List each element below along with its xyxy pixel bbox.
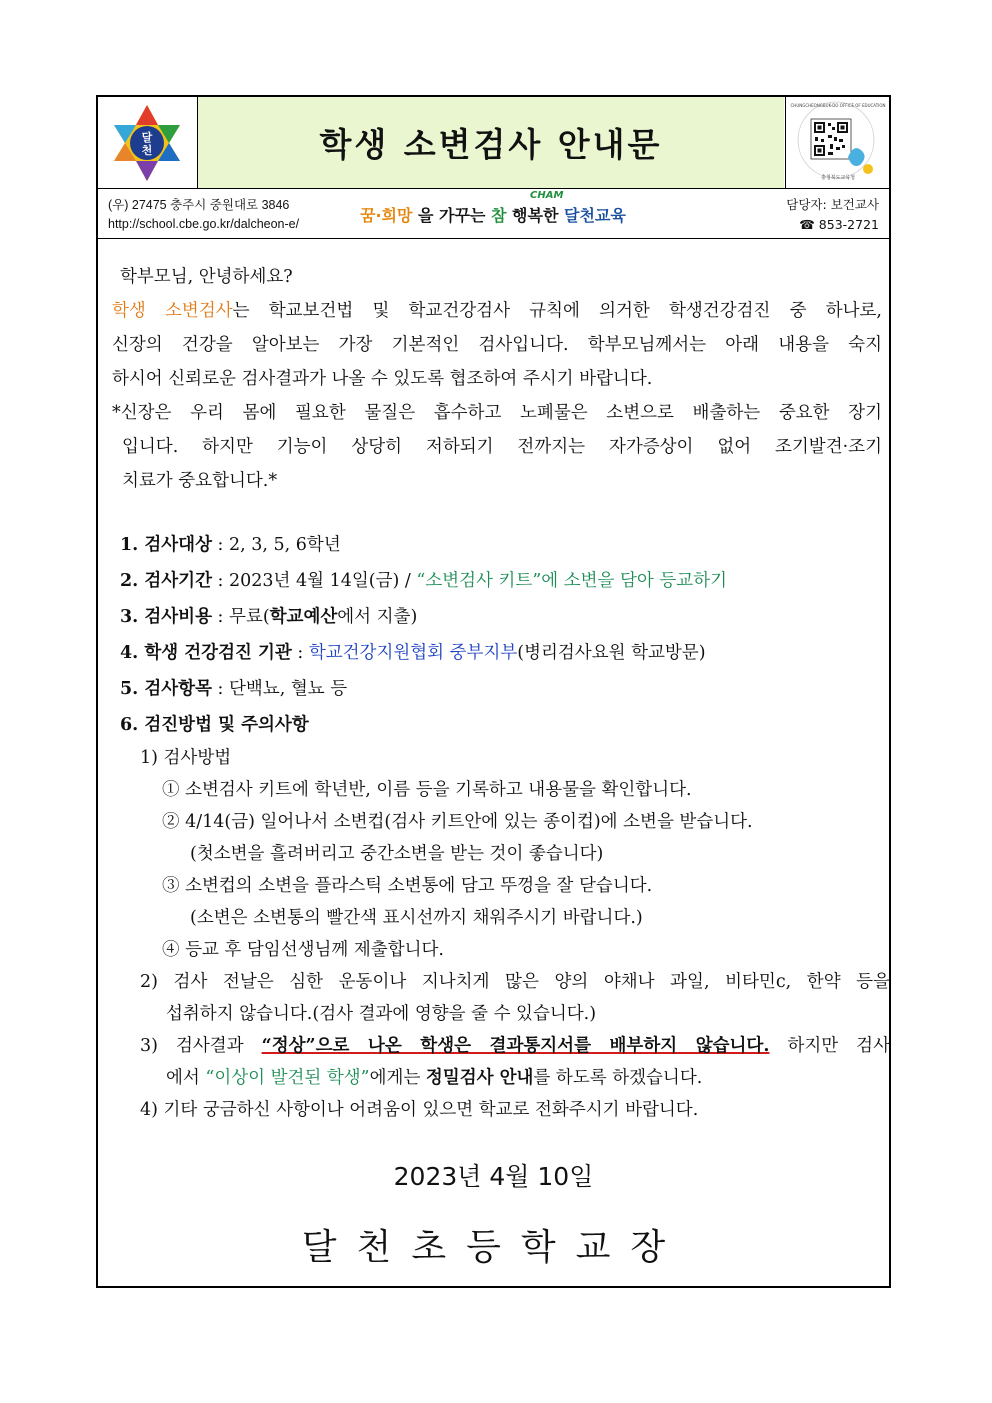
item-institution-label: 4. 학생 건강검진 기관 bbox=[120, 643, 292, 663]
item-target-value: : 2, 3, 5, 6학년 bbox=[211, 535, 341, 555]
caution-2-line-2: 섭취하지 않습니다.(검사 결과에 영향을 줄 수 있습니다.) bbox=[166, 1004, 597, 1024]
slogan-text-2: 행복한 bbox=[506, 206, 564, 225]
slogan-cham-kr: 참 bbox=[491, 206, 507, 225]
item-institution-name: 학교건강지원협회 중부지부 bbox=[308, 643, 518, 663]
caution-3-prefix: 3) 검사결과 bbox=[140, 1036, 262, 1056]
slogan-dream-hope: 꿈·희망 bbox=[360, 206, 413, 225]
slogan bbox=[360, 190, 626, 226]
intro-line-1-rest: 는 학교보건법 및 학교건강검사 규칙에 의거한 학생건강검진 중 하나로, bbox=[232, 301, 882, 321]
method-title: 1) 검사방법 bbox=[140, 748, 232, 768]
item-tests-label: 5. 검사항목 bbox=[120, 679, 212, 699]
logo-text-bottom: 천 bbox=[141, 144, 153, 157]
caution-4: 4) 기타 궁금하신 사항이나 어려움이 있으면 학교로 전화주시기 바랍니다. bbox=[140, 1100, 699, 1120]
intro-line-3: 하시어 신뢰로운 검사결과가 나올 수 있도록 협조하여 주시기 바랍니다. bbox=[112, 369, 653, 389]
page-title: 학생 소변검사 안내문 bbox=[319, 125, 663, 164]
item-cost-value-1: : 무료( bbox=[211, 607, 270, 627]
caution-3b-prefix: 에서 bbox=[166, 1068, 206, 1088]
caution-3-line-1 bbox=[140, 1032, 890, 1057]
logo-text-top: 달 bbox=[141, 131, 153, 144]
header bbox=[98, 97, 889, 189]
slogan-text-1: 을 가꾸는 bbox=[412, 206, 491, 225]
method-step-2-note: (첫소변을 흘려버리고 중간소변을 받는 것이 좋습니다) bbox=[190, 844, 604, 864]
office-name: 충청북도교육청 bbox=[821, 175, 855, 181]
item-institution-sep: : bbox=[291, 643, 309, 663]
contact-person: 담당자: 보건교사 bbox=[786, 197, 879, 212]
school-logo bbox=[98, 97, 198, 188]
item-period-value: : 2023년 4월 14일(금) / bbox=[211, 571, 417, 591]
note-line-2: 입니다. 하지만 기능이 상당히 저하되기 전까지는 자가증상이 없어 조기발견·조기 bbox=[122, 437, 882, 457]
item-target bbox=[120, 531, 890, 556]
slogan-dalcheon: 달천교육 bbox=[563, 206, 626, 225]
intro-highlight: 학생 소변검사 bbox=[112, 301, 233, 321]
item-cost-value-2: 에서 지출) bbox=[337, 607, 418, 627]
item-period-label: 2. 검사기간 bbox=[120, 571, 212, 591]
intro-line-1 bbox=[112, 297, 882, 322]
document-date: 2023년 4월 10일 bbox=[393, 1162, 594, 1191]
contact-phone: ☎ 853-2721 bbox=[799, 217, 879, 232]
document-frame bbox=[96, 95, 891, 1288]
office-text: CHUNGCHEONGBUK-DO OFFICE OF EDUCATION bbox=[790, 103, 886, 108]
star-logo-icon bbox=[98, 97, 197, 188]
item-cost bbox=[120, 603, 890, 628]
principal-signature: 달천초등학교장 bbox=[301, 1227, 686, 1268]
slogan-cham: CHAM bbox=[530, 190, 564, 201]
method-step-3: ③ 소변컵의 소변을 플라스틱 소변통에 담고 뚜껑을 잘 닫습니다. bbox=[162, 876, 653, 896]
qr-code-icon bbox=[786, 97, 890, 188]
caution-3b-suffix: 를 하도록 하겠습니다. bbox=[533, 1068, 703, 1088]
title-cell bbox=[198, 97, 784, 188]
intro-line-2: 신장의 건강을 알아보는 가장 기본적인 검사입니다. 학부모님께서는 아래 내용을 숙지 bbox=[112, 335, 882, 355]
item-institution-value: (병리검사요원 학교방문) bbox=[517, 643, 706, 663]
item-tests bbox=[120, 675, 890, 700]
item-tests-value: : 단백뇨, 혈뇨 등 bbox=[211, 679, 348, 699]
note-line-1: *신장은 우리 몸에 필요한 물질은 흡수하고 노폐물은 소변으로 배출하는 중요한 장기 bbox=[112, 403, 882, 423]
note-line-3: 치료가 중요합니다.* bbox=[122, 471, 278, 491]
item-method-label: 6. 검진방법 및 주의사항 bbox=[120, 715, 309, 735]
method-step-1: ① 소변검사 키트에 학년반, 이름 등을 기록하고 내용물을 확인합니다. bbox=[162, 780, 692, 800]
caution-2-line-1: 2) 검사 전날은 심한 운동이나 지나치게 많은 양의 야채나 과일, 비타민c, 한약 등을 bbox=[140, 972, 890, 992]
item-target-label: 1. 검사대상 bbox=[120, 535, 212, 555]
item-cost-budget: 학교예산 bbox=[269, 607, 338, 627]
item-institution bbox=[120, 639, 890, 664]
method-step-2: ② 4/14(금) 일어나서 소변컵(검사 키트안에 있는 종이컵)에 소변을 받습니다. bbox=[162, 812, 753, 832]
caution-3b-abnormal: “이상이 발견된 학생” bbox=[205, 1068, 370, 1088]
caution-3b-mid: 에게는 bbox=[369, 1068, 426, 1088]
subheader bbox=[98, 189, 889, 239]
caution-3-line-2 bbox=[166, 1064, 936, 1089]
caution-3-normal-notice: “정상”으로 나온 학생은 결과통지서를 배부하지 않습니다. bbox=[261, 1036, 770, 1056]
item-cost-label: 3. 검사비용 bbox=[120, 607, 212, 627]
item-method bbox=[120, 711, 890, 736]
caution-3-suffix: 하지만 검사 bbox=[769, 1036, 890, 1056]
greeting: 학부모님, 안녕하세요? bbox=[120, 267, 293, 287]
item-period-highlight: “소변검사 키트”에 소변을 담아 등교하기 bbox=[416, 571, 727, 591]
item-period bbox=[120, 567, 890, 592]
office-logo bbox=[785, 97, 890, 188]
caution-3b-detail-exam: 정밀검사 안내 bbox=[425, 1068, 534, 1088]
school-url: http://school.cbe.go.kr/dalcheon-e/ bbox=[108, 217, 300, 231]
method-step-4: ④ 등교 후 담임선생님께 제출합니다. bbox=[162, 940, 444, 960]
school-address: (우) 27475 충주시 중원대로 3846 bbox=[108, 198, 290, 212]
method-step-3-note: (소변은 소변통의 빨간색 표시선까지 채워주시기 바랍니다.) bbox=[190, 908, 643, 928]
